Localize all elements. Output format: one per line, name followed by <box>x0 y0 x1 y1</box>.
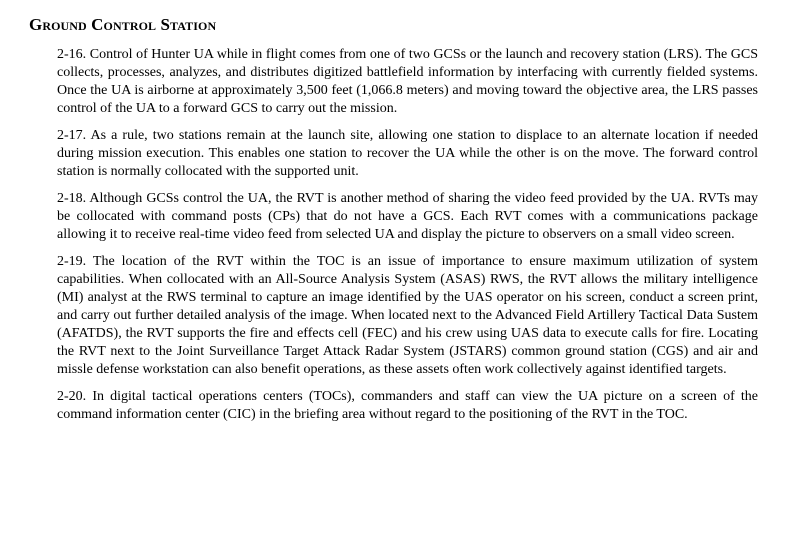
paragraph-text: The location of the RVT within the TOC is an issue of importance to ensure maximum utilization of system capabilities. When collocated with an All-Source Analysis System (ASAS) RWS, the RVT allows the military intelligence (MI) analyst at the RWS terminal to capture an image identified by the UAS operator on his screen, conduct a screen print, and carry out further detailed analysis of the image. When located next to the Advanced Field Artillery Tactical Data Sustem (AFATDS), the RVT supports the fire and effects cell (FEC) and his crew using UAS data to execute calls for fire. Locating the RVT next to the Joint Surveillance Target Attack Radar System (JSTARS) common ground station (CGS) and air and missle defense workstation can also benefit operations, as these assets often work collectively against identified targets. <box>57 254 758 377</box>
paragraph-number: 2-17. <box>57 128 87 143</box>
paragraph-list <box>57 46 758 433</box>
paragraph-text: Although GCSs control the UA, the RVT is another method of sharing the video feed provided by the UA. RVTs may be collocated with command posts (CPs) that do not have a GCS. Each RVT comes with a communications package allowing it to receive real-time video feed from selected UA and display the picture to observers on a small video screen. <box>57 191 758 242</box>
paragraph-2-18 <box>57 190 758 244</box>
paragraph-number: 2-19. <box>57 254 87 269</box>
paragraph-text: Control of Hunter UA while in flight comes from one of two GCSs or the launch and recovery station (LRS). The GCS collects, processes, analyzes, and distributes digitized battlefield information by interfacing with currently fielded systems. Once the UA is airborne at approximately 3,500 feet (1,066.8 meters) and moving toward the objective area, the LRS passes control of the UA to a forward GCS to carry out the mission. <box>57 47 759 116</box>
section-title: Ground Control Station <box>29 15 217 34</box>
paragraph-2-17 <box>57 127 758 181</box>
paragraph-number: 2-20. <box>57 389 87 404</box>
paragraph-2-16 <box>57 46 758 118</box>
paragraph-2-19 <box>57 253 758 379</box>
paragraph-text: As a rule, two stations remain at the launch site, allowing one station to displace to an alternate location if needed during mission execution. This enables one station to recover the UA while the other is on the move. The forward control station is normally collocated with the supported unit. <box>57 128 759 179</box>
paragraph-2-20 <box>57 388 758 424</box>
paragraph-number: 2-18. <box>57 191 87 206</box>
paragraph-number: 2-16. <box>57 47 87 62</box>
paragraph-text: In digital tactical operations centers (TOCs), commanders and staff can view the UA picture on a screen of the command information center (CIC) in the briefing area without regard to the positioning of the RVT in the TOC. <box>57 389 758 422</box>
